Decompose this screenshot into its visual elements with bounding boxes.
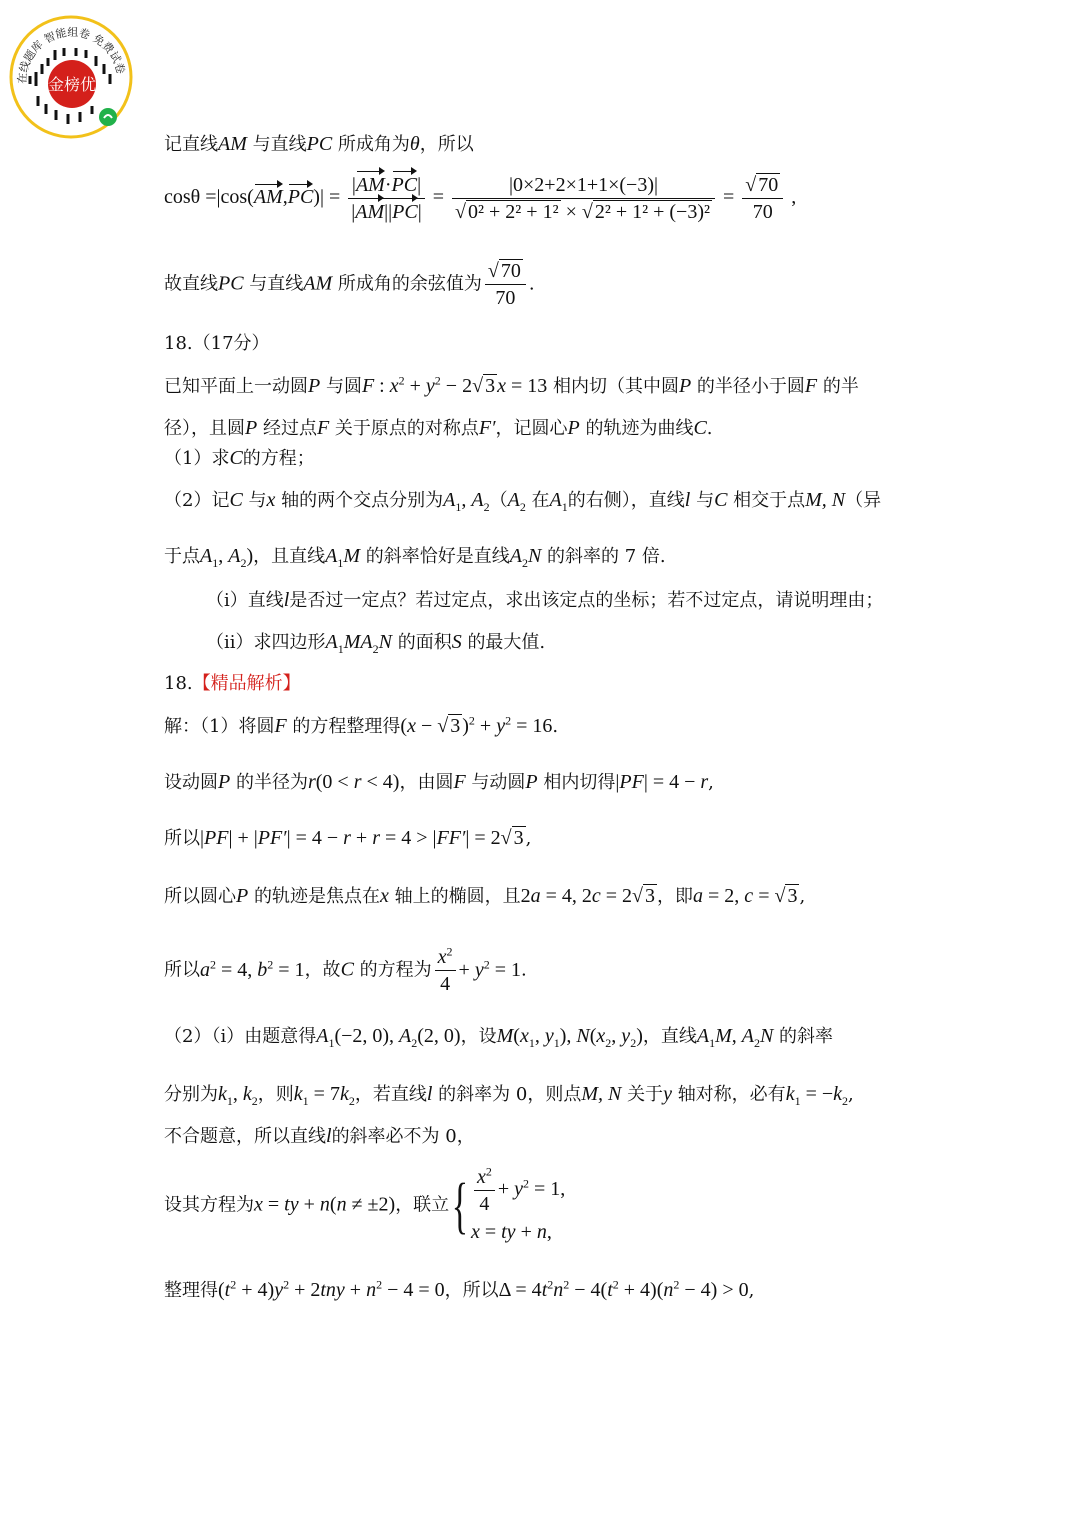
text: 的半: [822, 376, 859, 397]
text: 的斜率的 7 倍.: [547, 546, 666, 567]
text: 在: [531, 490, 550, 511]
text: 与圆: [325, 376, 362, 397]
text: 相内切得: [543, 772, 616, 793]
fraction-numerator: |0×2+2×1+1×(−3)|: [452, 172, 715, 199]
result-denominator: 70: [752, 201, 773, 223]
text: 相交于点: [733, 490, 806, 511]
jinbangyou-logo: [8, 14, 134, 140]
solution-line2: 设动圆P 的半径为r(0 < r < 4)，由圆F 与动圆P 相内切得|PF| = 4 − r,: [164, 771, 714, 793]
text: 关于: [627, 1084, 664, 1105]
text: 的轨迹是焦点在: [253, 886, 380, 907]
text: 故直线: [164, 273, 218, 295]
text: 所成角的余弦值为: [337, 273, 482, 295]
text: 的方程；: [242, 448, 315, 469]
solution-line5: 所以$a^2 = 4$, $b^2 = 1$，故C 的方程为 $\frac{x^2}{4}$ + $y^2 = 1$.: [164, 944, 527, 995]
text: 的斜率: [779, 1026, 834, 1047]
text: 轴的两个交点分别为: [281, 490, 444, 511]
text: 记直线: [164, 134, 218, 155]
text: 与动圆: [471, 772, 526, 793]
solution-line7: 分别为$k_1$, $k_2$，则$k_1 = 7k_2$，若直线l 的斜率为 0，则点M, N 关于y 轴对称，必有$k_1 = -k_2$,: [164, 1083, 854, 1108]
text: 轴上的椭圆，且: [394, 886, 521, 907]
text: 所以: [164, 959, 200, 981]
solution-line4: 所以圆心P 的轨迹是焦点在x 轴上的椭圆，且2a = 4, 2c = 2√ 3 ，即a = 2, c = √ 3 ,: [164, 885, 806, 907]
text: ，联立: [395, 1194, 450, 1216]
text: 的方程整理得: [292, 716, 401, 737]
text: 的斜率必不为 0，: [331, 1126, 475, 1147]
text: ，所以: [419, 134, 474, 155]
solution-line10: 整理得$(t^2 + 4)y^2 + 2tny + n^2 - 4 = 0$，所以$\Delta = 4t^2n^2 - 4(t^2 + 4)(n^2 - 4) > 0$,: [164, 1277, 755, 1301]
text: ，直线: [642, 1026, 697, 1047]
logo-brand: 金榜优: [47, 75, 97, 94]
text: 所成角为: [337, 134, 410, 155]
text: ，若直线: [354, 1084, 427, 1105]
text: ，则: [257, 1084, 294, 1105]
solution-line9: 设其方程为x = ty + n(n ≠ ±2)，联立{ $\frac{x^2}{4}$ + $y^2 = 1$, x = ty + n,: [164, 1164, 566, 1243]
text: 不合题意，所以直线: [164, 1126, 326, 1147]
formula-cos-theta: cosθ =|cos(AM,PC)| = $\frac{|AM\cdot PC|}{|AM||PC|}$ = $\frac{|0\times 2+2\times 1+1\times(-3)|}{\text{√ 0² + 2² + 1² × √ 2² + 1² + (−3)²}}$ = $\frac{√ 70}{70}$ ,: [164, 174, 797, 223]
solution-line1: 解：（1）将圆F 的方程整理得(x − √ 3 )$^2 + y^2 = 16$.: [164, 713, 559, 737]
text: 所以: [164, 828, 200, 849]
text: 与: [696, 490, 715, 511]
text: ，设: [460, 1026, 497, 1047]
solution-number: 18.: [164, 673, 193, 694]
text: （2）（i）由题意得: [164, 1026, 317, 1047]
text: 解：（1）将圆: [164, 716, 275, 737]
text: ，记圆心: [495, 418, 568, 439]
answer-denominator: 70: [495, 287, 516, 309]
text: 已知平面上一动圆: [164, 376, 308, 397]
text: （ii）求四边形: [206, 632, 326, 653]
text: 于点: [164, 546, 200, 567]
text: 整理得: [164, 1280, 218, 1301]
text: 与直线: [252, 134, 307, 155]
text: （异: [845, 490, 882, 511]
text: 的斜率恰好是直线: [365, 546, 510, 567]
text: 径），且圆: [164, 418, 245, 439]
line-p1: 记直线AM 与直线PC 所成角为θ，所以: [164, 133, 474, 155]
radical-a: 0² + 2² + 1²: [468, 201, 559, 223]
text: 与直线: [249, 273, 304, 295]
text: ，且直线: [253, 546, 326, 567]
text: ，故: [304, 959, 341, 981]
solution-line6: （2）（i）由题意得$A_1(-2$, 0), $A_2(2$, 0)，设$M(x_1$, $y_1$), $N(x_2$, $y_2$)，直线$A_1M$, $A_2N$ 的斜率: [164, 1025, 834, 1050]
solution-line3: 所以|PF| + |PF′| = 4 − r + r = 4 > |FF′| = 2√ 3 ,: [164, 827, 532, 849]
text: 相内切（其中圆: [552, 376, 679, 397]
text: 的轨迹为曲线: [585, 418, 694, 439]
cos-lhs: cosθ =|cos(: [164, 186, 254, 209]
text: 分别为: [164, 1084, 218, 1105]
text: 的右侧），直线: [567, 490, 685, 511]
line-p3: 故直线PC 与直线AM 所成角的余弦值为 $\frac{√ 70}{70}$ .: [164, 260, 535, 309]
text: 设其方程为: [164, 1194, 254, 1216]
text: 是否过一定点？若过定点，求出该定点的坐标；若不过定点，请说明理由；: [289, 590, 884, 611]
solution-line8: 不合题意，所以直线l的斜率必不为 0，: [164, 1125, 475, 1147]
text: 设动圆: [164, 772, 218, 793]
text: 的斜率为 0，则点: [438, 1084, 582, 1105]
text: 的面积: [397, 632, 452, 653]
result-numerator: 70: [758, 174, 779, 196]
text: ，由圆: [399, 772, 454, 793]
answer-numerator: 70: [500, 260, 521, 282]
solution-header: [164, 672, 301, 696]
problem-18-part1: （1）求C的方程；: [164, 447, 315, 469]
text: 轴对称，必有: [677, 1084, 786, 1105]
text: ，即: [657, 886, 694, 907]
text: 的半径为: [235, 772, 308, 793]
text: ，所以: [444, 1280, 499, 1301]
text: 的最大值.: [467, 632, 546, 653]
problem-18-header: 18.（17分）: [164, 333, 270, 354]
problem-18-line1: 已知平面上一动圆P 与圆F : $x^2 + y^2 - 2√$ 3 x = 13 相内切（其中圆P 的半径小于圆F 的半: [164, 373, 859, 397]
text: 的半径小于圆: [696, 376, 805, 397]
problem-18-sub-i: （i）直线l是否过一定点？若过定点，求出该定点的坐标；若不过定点，请说明理由；: [206, 589, 884, 611]
problem-18-line2: 径），且圆P 经过点F 关于原点的对称点F′，记圆心P 的轨迹为曲线C.: [164, 417, 713, 439]
problem-18-part2-cont: 于点$A_1$, $A_2$)，且直线$A_1M$ 的斜率恰好是直线$A_2N$ 的斜率的 7 倍.: [164, 545, 666, 570]
logo-arc-text: 在线题库 智能组卷 免费试卷: [15, 25, 128, 85]
text: （i）直线: [206, 590, 284, 611]
problem-18-part2: （2）记C 与x 轴的两个交点分别为$A_1$, $A_2(A_2$ 在$A_1$的右侧），直线l 与C 相交于点M, N（异: [164, 489, 882, 514]
text: 所以圆心: [164, 886, 236, 907]
text: 与: [248, 490, 267, 511]
text: 的方程为: [359, 959, 432, 981]
radical-b: 2² + 1² + (−3)²: [594, 201, 710, 223]
solution-tag: 【精品解析】: [192, 673, 301, 694]
text: 经过点: [262, 418, 317, 439]
text: （1）求: [164, 448, 230, 469]
text: 关于原点的对称点: [334, 418, 479, 439]
problem-18-sub-ii: （ii）求四边形$A_1MA_2N$ 的面积S 的最大值.: [206, 631, 546, 656]
text: （2）记: [164, 490, 230, 511]
